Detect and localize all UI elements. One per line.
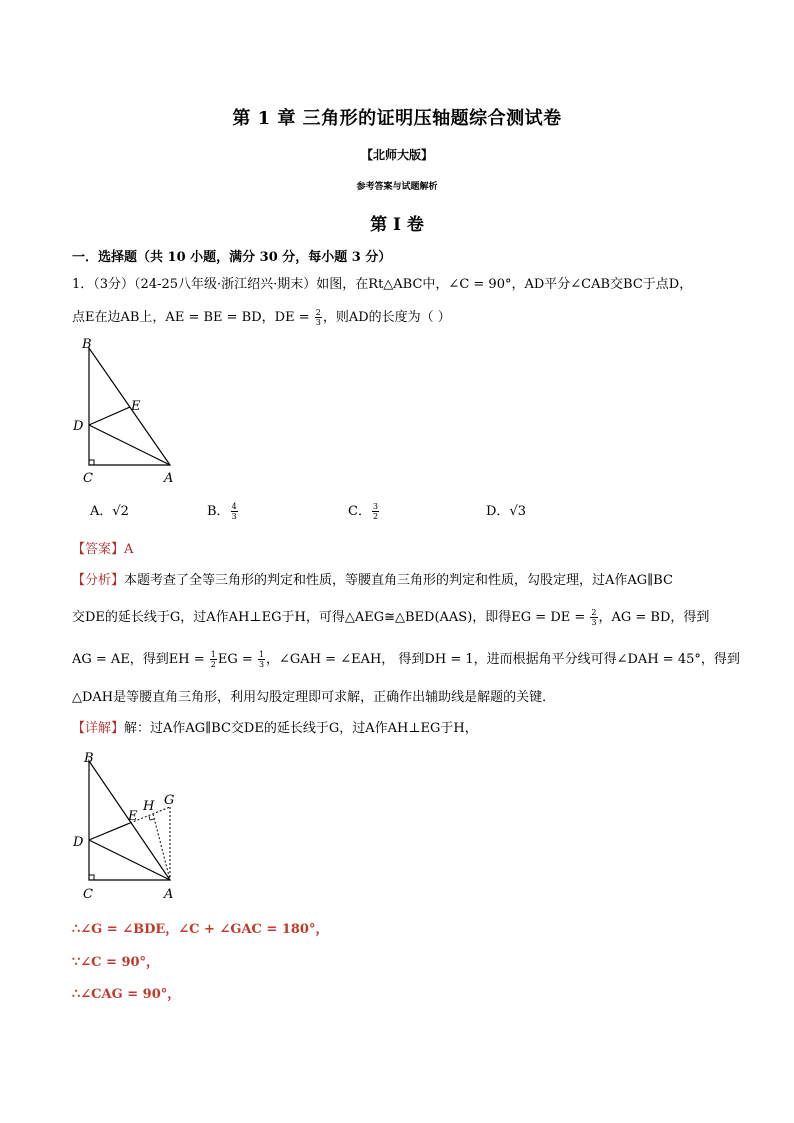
question-line-1: 1．（3分）（24-25八年级·浙江绍兴·期末）如图，在Rt△ABC中，∠C = 90°，AD平分∠CAB交BC于点D， (72, 277, 693, 292)
segment-de (89, 407, 130, 425)
figure-1-triangle (70, 336, 190, 488)
analysis-text-2a: 交DE的延长线于G，过A作AH⊥EG于H，可得△AEG≅△BED(AAS)，即得EG = DE = (72, 610, 590, 625)
analysis-line-2 (72, 606, 709, 627)
label-c: C (83, 471, 93, 486)
triangle-abc (89, 348, 170, 465)
step-1: ∴∠G = ∠BDE，∠C + ∠GAC = 180°， (72, 922, 329, 937)
label-d: D (73, 835, 84, 850)
analysis-text-3c: ，∠GAH = ∠EAH， 得到DH = 1，进而根据角平分线可得∠DAH = 45°，得到 (266, 652, 740, 667)
right-angle-mark (89, 460, 94, 465)
option-d[interactable] (486, 500, 526, 519)
fraction-numerator: 1 (258, 650, 265, 659)
answer-value: A (124, 542, 134, 557)
detail-line (72, 717, 478, 736)
fraction-numerator: 2 (315, 308, 321, 317)
label-e: E (128, 809, 138, 824)
analysis-text-1: 本题考查了全等三角形的判定和性质，等腰直角三角形的判定和性质，勾股定理，过A作AG∥BC (124, 573, 673, 588)
label-b: B (84, 751, 94, 766)
label-b: B (82, 337, 92, 352)
analysis-tag: 【分析】 (72, 573, 125, 588)
option-a-label: A． (90, 504, 113, 519)
edition-label: 【北师大版】 (360, 148, 433, 162)
answer-tag: 【答案】 (72, 542, 125, 557)
question-line-2b: ，则AD的长度为（ ） (322, 310, 451, 325)
analysis-text-2b: ，AG = BD，得到 (598, 610, 710, 625)
option-c-label: C． (348, 504, 371, 519)
detail-text: 解：过A作AG∥BC交DE的延长线于G，过A作AH⊥EG于H， (124, 721, 478, 736)
fraction-numerator: 2 (591, 608, 597, 617)
segment-ad (89, 425, 170, 465)
fraction (315, 308, 322, 327)
analysis-line-1 (72, 569, 673, 588)
label-a: A (164, 887, 174, 902)
detail-tag: 【详解】 (72, 721, 125, 736)
section-heading: 一．选择题（共 10 小题，满分 30 分，每小题 3 分） (72, 250, 392, 265)
fraction-denominator: 3 (231, 512, 237, 521)
fraction (590, 608, 597, 627)
option-b-fraction (231, 502, 238, 521)
figure-2-construction (70, 749, 190, 905)
analysis-text-3a: AG = AE，得到EH = (72, 652, 209, 667)
segment-ad (89, 840, 170, 880)
label-d: D (73, 419, 84, 434)
option-a[interactable] (90, 500, 129, 519)
label-h: H (143, 799, 155, 814)
analysis-line-4: △DAH是等腰直角三角形，利用勾股定理即可求解，正确作出辅助线是解题的关键． (72, 690, 556, 705)
step-2: ∵∠C = 90°， (72, 955, 160, 970)
analysis-line-3 (72, 648, 740, 669)
question-line-2a: 点E在边AB上，AE = BE = BD，DE = (72, 310, 314, 325)
reference-label: 参考答案与试题解析 (356, 182, 438, 192)
fraction-denominator: 3 (591, 618, 597, 627)
option-b-label: B． (207, 504, 230, 519)
fraction-numerator: 4 (231, 502, 237, 511)
label-e: E (131, 399, 141, 414)
fraction-denominator: 2 (210, 660, 216, 669)
right-angle-mark-h (149, 816, 154, 820)
segment-ah-dashed (153, 814, 170, 880)
fraction (258, 650, 265, 669)
step-3: ∴∠CAG = 90°， (72, 987, 181, 1002)
fraction (210, 650, 217, 669)
fraction-numerator: 1 (210, 650, 216, 659)
option-c[interactable] (348, 500, 380, 521)
volume-heading: 第 I 卷 (370, 215, 424, 235)
analysis-text-3b: EG = (217, 652, 257, 667)
fraction-denominator: 3 (258, 660, 265, 669)
right-angle-mark-c (89, 875, 94, 880)
option-d-label: D． (486, 504, 510, 519)
fraction-numerator: 3 (372, 502, 379, 511)
label-a: A (164, 471, 174, 486)
option-c-fraction (372, 502, 379, 521)
option-a-value: √2 (112, 504, 129, 519)
segment-de (89, 823, 130, 840)
answer-line (72, 538, 133, 557)
question-line-2 (72, 306, 451, 327)
fraction-denominator: 3 (315, 318, 321, 327)
page-title: 第 1 章 三角形的证明压轴题综合测试卷 (232, 108, 562, 129)
label-g: G (164, 793, 175, 808)
option-d-value: √3 (509, 504, 526, 519)
fraction-denominator: 2 (372, 512, 379, 521)
option-b[interactable] (207, 500, 239, 521)
label-c: C (83, 887, 93, 902)
